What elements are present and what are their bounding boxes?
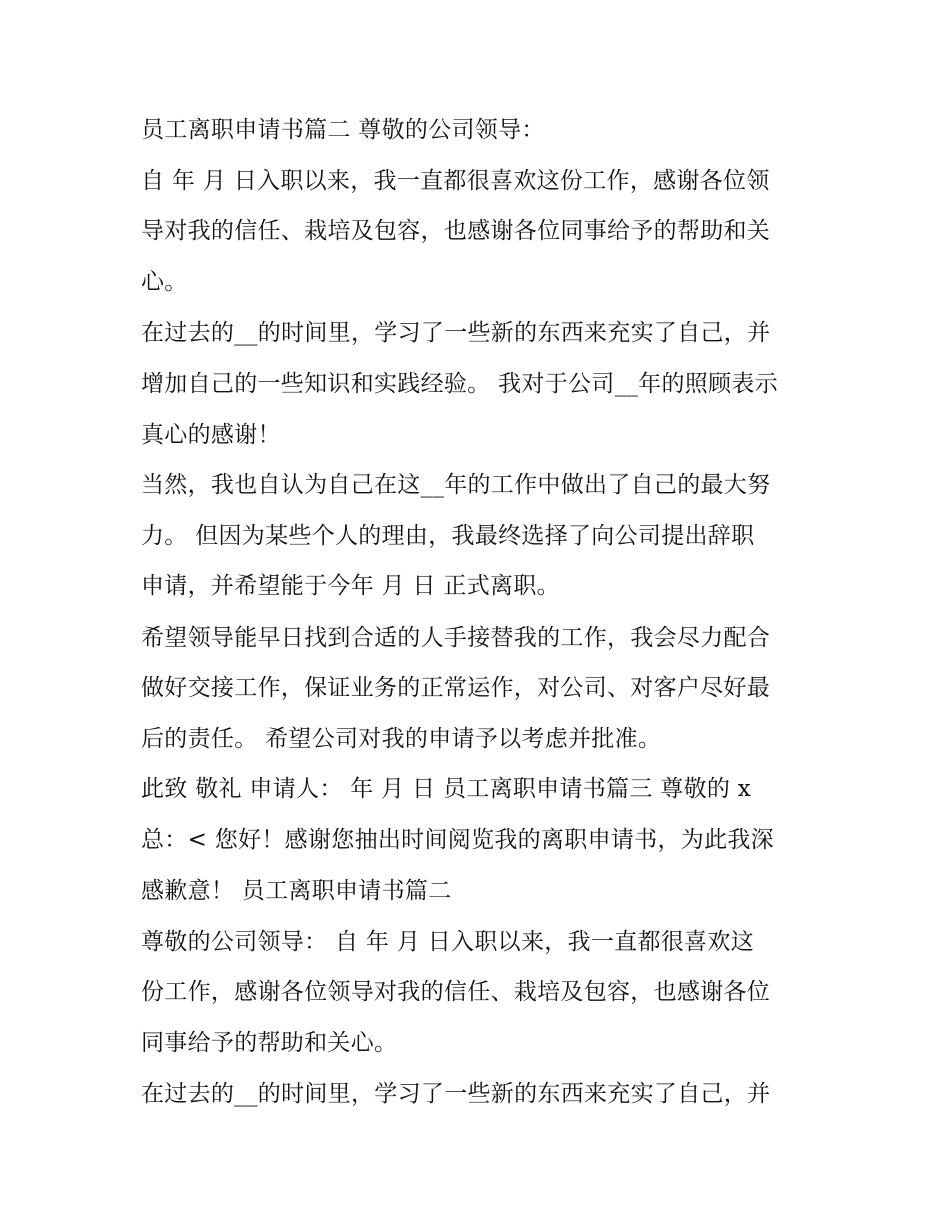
text-line: 导对我的信任、栽培及包容，也感谢各位同事给予的帮助和关 [141, 218, 771, 244]
text-line: 尊敬的公司领导： 自 年 月 日入职以来，我一直都很喜欢这 [141, 929, 754, 955]
text-line: 心。 [141, 269, 188, 295]
text-line: 力。 但因为某些个人的理由，我最终选择了向公司提出辞职 [141, 523, 755, 549]
text-line: 自 年 月 日入职以来，我一直都很喜欢这份工作，感谢各位领 [141, 168, 770, 194]
text-line: 申请，并希望能于今年 月 日 正式离职。 [141, 573, 560, 599]
text-line: 当然，我也自认为自己在这__年的工作中做出了自己的最大努 [141, 472, 771, 498]
text-line: 份工作，感谢各位领导对我的信任、栽培及包容，也感谢各位 [141, 979, 771, 1005]
text-line: 真心的感谢！ [141, 422, 281, 448]
text-line: 后的责任。 希望公司对我的申请予以考虑并批准。 [141, 726, 662, 752]
text-line: 做好交接工作，保证业务的正常运作，对公司、对客户尽好最 [141, 675, 771, 701]
text-line: 希望领导能早日找到合适的人手接替我的工作，我会尽力配合 [141, 625, 771, 651]
text-line: 此致 敬礼 申请人： 年 月 日 员工离职申请书篇三 尊敬的 x [141, 776, 752, 802]
text-line: 感歉意！ 员工离职申请书篇二 [141, 878, 452, 904]
text-line: 员工离职申请书篇二 尊敬的公司领导： [141, 117, 545, 143]
text-line: 总：< 您好！感谢您抽出时间阅览我的离职申请书，为此我深 [141, 827, 774, 853]
text-line: 同事给予的帮助和关心。 [141, 1030, 398, 1056]
text-line: 在过去的__的时间里，学习了一些新的东西来充实了自己，并 [141, 1081, 771, 1107]
text-line: 在过去的__的时间里，学习了一些新的东西来充实了自己，并 [141, 320, 771, 346]
text-line: 增加自己的一些知识和实践经验。 我对于公司__年的照顾表示 [141, 371, 779, 397]
